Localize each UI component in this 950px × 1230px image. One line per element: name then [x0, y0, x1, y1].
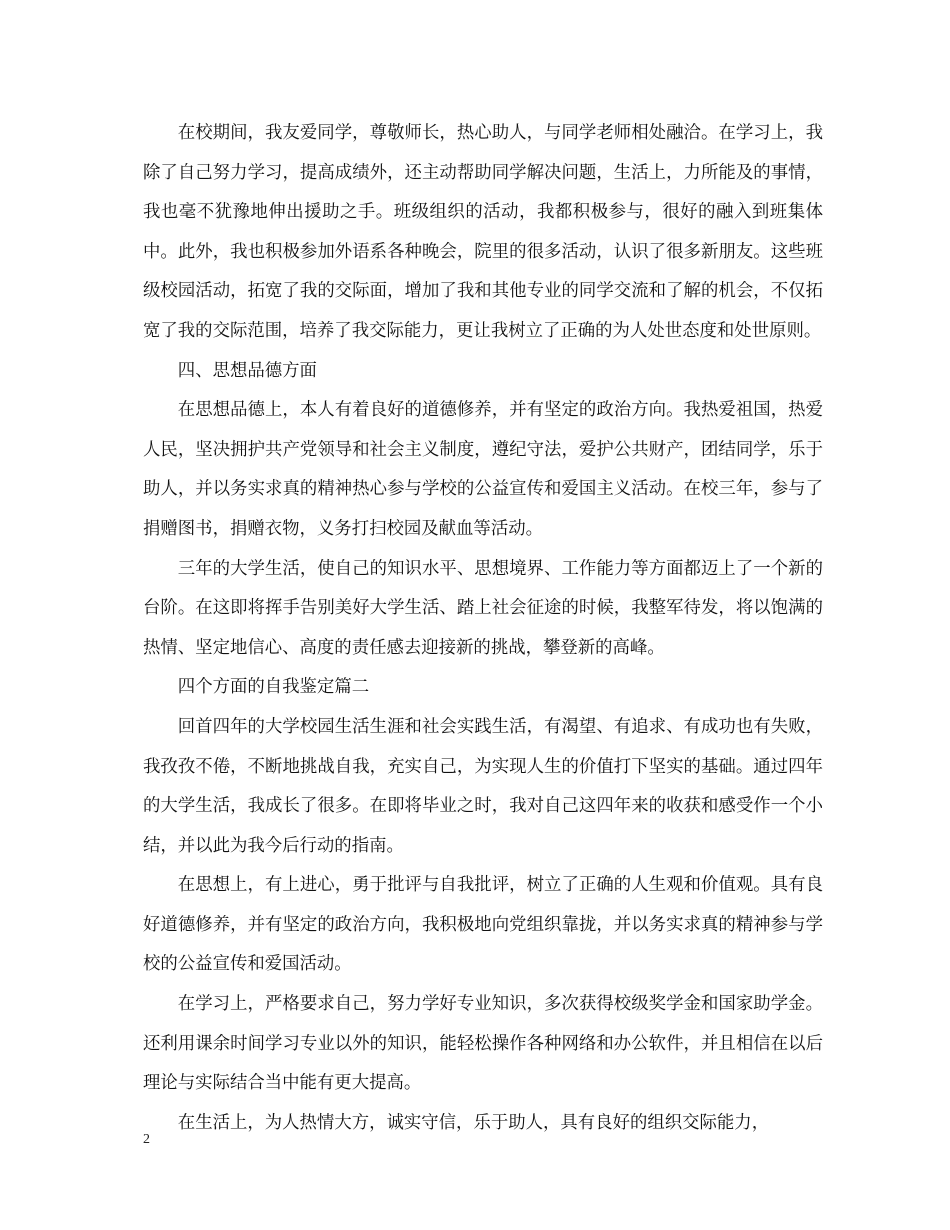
paragraph-three-years-summary: 三年的大学生活，使自己的知识水平、思想境界、工作能力等方面都迈上了一个新的台阶。在这即将挥手告别美好大学生活、踏上社会征途的时候，我整军待发，将以饱满的热情、坚定地信心、高度的责任感去迎接新的挑战，攀登新的高峰。 — [143, 558, 823, 658]
section-heading-moral-character: 四、思想品德方面 — [177, 360, 317, 381]
page-number: 2 — [143, 1132, 150, 1147]
paragraph-study: 在学习上，严格要求自己，努力学好专业知识，多次获得校级奖学金和国家助学金。还利用课余时间学习专业以外的知识，能轻松操作各种网络和办公软件，并且相信在以后理论与实际结合当中能有更大提高。 — [143, 994, 823, 1094]
paragraph-four-years-review: 回首四年的大学校园生活生涯和社会实践生活，有渴望、有追求、有成功也有失败，我孜孜不倦，不断地挑战自我，充实自己，为实现人生的价值打下坚实的基础。通过四年的大学生活，我成长了很多。在即将毕业之时，我对自己这四年来的收获和感受作一个小结，并以此为我今后行动的指南。 — [143, 716, 823, 856]
paragraph-daily-life: 在生活上，为人热情大方，诚实守信，乐于助人，具有良好的组织交际能力， — [177, 1112, 770, 1133]
paragraph-ideology: 在思想上，有上进心，勇于批评与自我批评，树立了正确的人生观和价值观。具有良好道德修养，并有坚定的政治方向，我积极地向党组织靠拢，并以务实求真的精神参与学校的公益宣传和爱国活动。 — [143, 875, 823, 975]
document-body — [143, 114, 823, 1143]
paragraph-moral-character: 在思想品德上，本人有着良好的道德修养，并有坚定的政治方向。我热爱祖国，热爱人民，坚决拥护共产党领导和社会主义制度，遵纪守法，爱护公共财产，团结同学，乐于助人，并以务实求真的精神热心参与学校的公益宣传和爱国主义活动。在校三年，参与了捐赠图书，捐赠衣物，义务打扫校园及献血等活动。 — [143, 400, 823, 539]
paragraph-campus-life: 在校期间，我友爱同学，尊敬师长，热心助人，与同学老师相处融洽。在学习上，我除了自己努力学习，提高成绩外，还主动帮助同学解决问题，生活上，力所能及的事情，我也毫不犹豫地伸出援助之手。班级组织的活动，我都积极参与，很好的融入到班集体中。此外，我也积极参加外语系各种晚会，院里的很多活动，认识了很多新朋友。这些班级校园活动，拓宽了我的交际面，增加了我和其他专业的同学交流和了解的机会，不仅拓宽了我的交际范围，培养了我交际能力，更让我树立了正确的为人处世态度和处世原则。 — [143, 123, 823, 341]
section-heading-part-two: 四个方面的自我鉴定篇二 — [177, 677, 370, 698]
